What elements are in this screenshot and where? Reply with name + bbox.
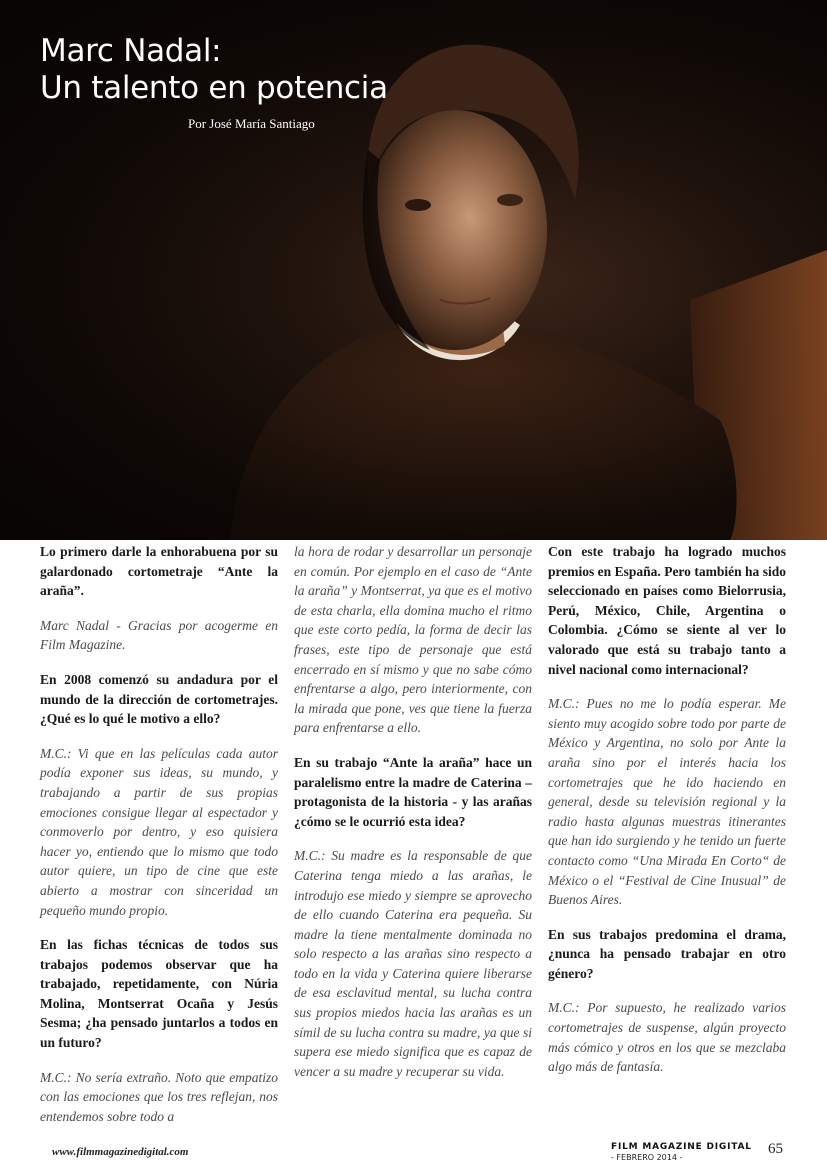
question-paragraph: En su trabajo “Ante la araña” hace un paralelismo entre la madre de Caterina – protagonista de la historia - y las arañas ¿cómo se le ocurrió esta idea?: [294, 754, 532, 829]
answer-paragraph: M.C.: Su madre es la responsable de que Caterina tenga miedo a las arañas, le introdujo ese miedo y siempre se aprovecho de ello cuando Caterina era pequeña. Su madre la tiene mentalmente dominada no solo respecto a las arañas sino respecto a todo en la vida y Caterina quiere liberarse de esa esclavitud mental, su lucha contra sus propios miedos hacia las arañas es un símil de su lucha contra su madre, ya que si supera ese miedo significa que es capaz de vencer a su madre y recuperar su vida.: [294, 848, 532, 1079]
question-paragraph: Lo primero darle la enhorabuena por su galardonado cortometraje “Ante la araña”.: [40, 544, 278, 599]
answer-paragraph: M.C.: Vi que en las películas cada autor podía exponer sus ideas, su mundo, y trabajando a partir de sus propias emociones consigue llegar al espectador y conmoverlo por dentro, y eso quisiera hacer yo, entiendo que lo mismo que todo autor quiere, un tipo de cine que este abierto a mostrar con sinceridad un pequeño mundo propio.: [40, 745, 278, 918]
question-paragraph: Con este trabajo ha logrado muchos premios en España. Pero también ha sido seleccionado en países como Bielorrusia, Perú, México, Chile, Argentina o Colombia. ¿Cómo se siente al ver lo valorado que está su trabajo tanto a nivel nacional como internacional?: [548, 544, 786, 677]
footer-url[interactable]: www.filmmagazinedigital.com: [52, 1146, 189, 1158]
title-line-1: Marc Nadal:: [40, 33, 222, 69]
footer-issue-date: - FEBRERO 2014 -: [611, 1153, 683, 1162]
answer-paragraph: M.C.: Pues no me lo podía esperar. Me siento muy acogido sobre todo por parte de México y Argentina, no solo por Ante la araña sino por el interés hacia los cortometrajes que he ido haciendo en general, desde su televisión regional y la radio hasta algunas muestras itinerantes que han ido surgiendo y he tenido un fuerte contacto como “Una Mirada En Corto“ de México o el “Festival de Cine Inusual” de Buenos Aires.: [548, 696, 786, 908]
page-number: 65: [768, 1141, 783, 1157]
question-paragraph: En 2008 comenzó su andadura por el mundo de la dirección de cortometrajes. ¿Qué es lo qué le motivo a ello?: [40, 671, 278, 727]
title-line-2: Un talento en potencia: [40, 70, 388, 106]
article-title: [40, 33, 388, 107]
text-column-3: [548, 542, 786, 1092]
answer-paragraph: M.C.: No sería extraño. Noto que empatizo con las emociones que los tres reflejan, nos entendemos sobre todo a: [40, 1069, 278, 1124]
text-column-2: [294, 542, 532, 1096]
byline: Por José María Santiago: [188, 116, 315, 131]
question-paragraph: En las fichas técnicas de todos sus trabajos podemos observar que ha trabajado, repetidamente, con Núria Molina, Montserrat Ocaña y Jesús Sesma; ¿ha pensado juntarlos a todos en un futuro?: [40, 937, 278, 1051]
footer-magazine-name: FILM MAGAZINE DIGITAL: [611, 1142, 752, 1152]
answer-paragraph: Marc Nadal - Gracias por acogerme en Film Magazine.: [40, 617, 278, 653]
answer-paragraph: M.C.: Por supuesto, he realizado varios cortometrajes de suspense, algún proyecto más cómico y otros en los que se mezclaba algo más de fantasía.: [548, 1000, 786, 1075]
answer-paragraph: la hora de rodar y desarrollar un personaje en común. Por ejemplo en el caso de “Ante la araña” y Montserrat, ya que es el motivo de esta charla, ella domina mucho el ritmo que este corto pedía, la forma de decir las frases, este tipo de personaje que está encerrado en sí mismo y que no sabe cómo enfrentarse a algo, pero interiormente, con la mirada que pone, ves que tiene la fuerza para enfrentarse a ello.: [294, 544, 532, 736]
hero-photo: [0, 0, 827, 540]
text-column-1: [40, 542, 278, 1141]
question-paragraph: En sus trabajos predomina el drama, ¿nunca ha pensado trabajar en otro género?: [548, 926, 786, 981]
